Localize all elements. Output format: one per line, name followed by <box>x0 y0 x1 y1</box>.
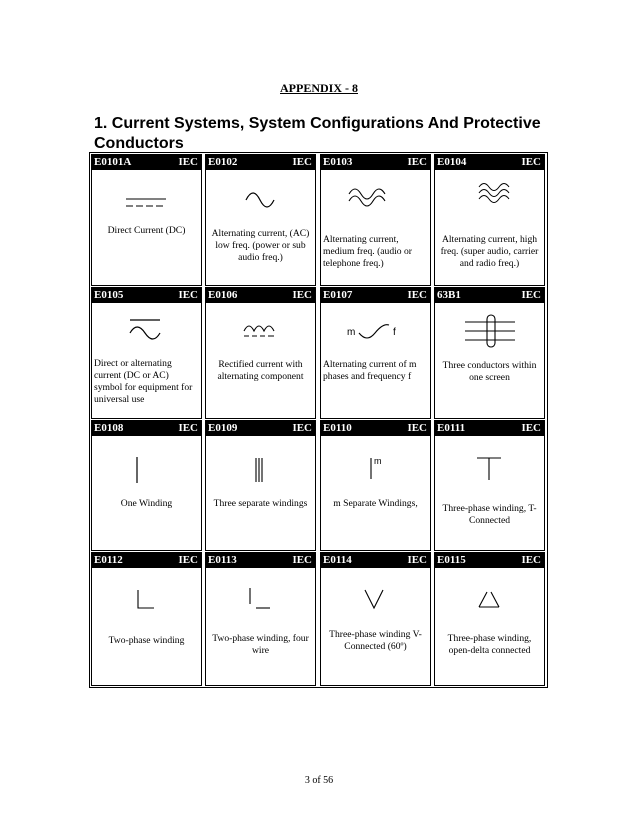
symbol-description: Two-phase winding, four wire <box>212 633 309 656</box>
cell-header <box>321 421 430 436</box>
symbol-description: Direct or alternating current (DC or AC) symbol for equipment for universal use <box>94 358 193 405</box>
three-windings-icon <box>206 438 315 488</box>
symbol-description: Two-phase winding <box>108 635 185 646</box>
symbol-standard: IEC <box>407 156 427 168</box>
symbol-description: Alternating current, (AC) low freq. (power or sub audio freq.) <box>211 228 310 263</box>
symbol-cell-e0112 <box>91 552 202 686</box>
two-phase-winding-icon <box>92 570 201 620</box>
symbol-cell-e0103 <box>320 154 431 286</box>
symbol-code: E0107 <box>323 289 353 301</box>
symbol-standard: IEC <box>292 554 312 566</box>
symbol-standard: IEC <box>292 422 312 434</box>
symbol-table <box>89 152 548 688</box>
symbol-cell-e0111 <box>434 420 545 551</box>
cell-header <box>206 421 315 436</box>
symbol-description: One Winding <box>120 498 173 509</box>
symbol-code: 63B1 <box>437 289 461 301</box>
symbol-code: E0109 <box>208 422 238 434</box>
phase-count-label: m <box>347 327 356 338</box>
dc-icon <box>92 172 201 222</box>
symbol-standard: IEC <box>521 156 541 168</box>
symbol-cell-e0102 <box>205 154 316 286</box>
ac-low-freq-icon <box>206 172 315 222</box>
symbol-standard: IEC <box>521 554 541 566</box>
cell-header <box>435 553 544 568</box>
m-windings-icon <box>321 438 430 488</box>
two-phase-four-wire-icon <box>206 570 315 620</box>
symbol-standard: IEC <box>178 554 198 566</box>
rectified-current-icon <box>206 305 315 355</box>
symbol-description: Three conductors within one screen <box>442 360 537 383</box>
symbol-code: E0103 <box>323 156 353 168</box>
symbol-code: E0114 <box>323 554 352 566</box>
symbol-cell-e0110 <box>320 420 431 551</box>
cell-header <box>321 553 430 568</box>
symbol-cell-e0107 <box>320 287 431 419</box>
symbol-cell-e0115 <box>434 552 545 686</box>
cell-header <box>321 288 430 303</box>
symbol-code: E0105 <box>94 289 124 301</box>
symbol-cell-e0114 <box>320 552 431 686</box>
symbol-standard: IEC <box>407 422 427 434</box>
symbol-code: E0110 <box>323 422 352 434</box>
symbol-cell-e0105 <box>91 287 202 419</box>
symbol-code: E0108 <box>94 422 124 434</box>
v-connected-icon <box>321 570 430 620</box>
symbol-description: Three-phase winding V-Connected (60º) <box>329 629 422 652</box>
symbol-standard: IEC <box>178 289 198 301</box>
section-heading: 1. Current Systems, System Configurations And Protective Conductors <box>94 115 541 152</box>
appendix-title: APPENDIX - 8 <box>280 81 358 95</box>
symbol-code: E0115 <box>437 554 466 566</box>
symbol-code: E0102 <box>208 156 238 168</box>
symbol-standard: IEC <box>292 156 312 168</box>
symbol-cell-e0101a <box>91 154 202 286</box>
symbol-description: Alternating current of m phases and frequency f <box>323 359 417 382</box>
symbol-cell-e0106 <box>205 287 316 419</box>
symbol-description: Direct Current (DC) <box>107 225 186 236</box>
frequency-label: f <box>393 327 396 338</box>
ac-m-phases-icon <box>321 305 430 355</box>
winding-count-label: m <box>374 456 382 466</box>
cell-header <box>435 288 544 303</box>
cell-header <box>435 421 544 436</box>
symbol-standard: IEC <box>521 289 541 301</box>
cell-header <box>92 421 201 436</box>
ac-high-freq-icon <box>435 172 544 222</box>
symbol-code: E0101A <box>94 156 132 168</box>
symbol-code: E0104 <box>437 156 467 168</box>
cell-header <box>92 155 201 170</box>
cell-header <box>321 155 430 170</box>
symbol-cell-e0104 <box>434 154 545 286</box>
symbol-description: Three-phase winding, open-delta connected <box>447 633 532 656</box>
symbol-description: Alternating current, medium freq. (audio or telephone freq.) <box>323 234 412 269</box>
dc-or-ac-icon <box>92 305 201 355</box>
symbol-code: E0112 <box>94 554 123 566</box>
symbol-standard: IEC <box>407 289 427 301</box>
symbol-description: Three-phase winding, T-Connected <box>442 503 537 526</box>
symbol-description: Three separate windings <box>213 498 308 509</box>
symbol-cell-e0108 <box>91 420 202 551</box>
symbol-code: E0106 <box>208 289 238 301</box>
symbol-description: Alternating current, high freq. (super audio, carrier and radio freq.) <box>440 234 539 269</box>
cell-header <box>92 553 201 568</box>
symbol-standard: IEC <box>292 289 312 301</box>
ac-medium-freq-icon <box>321 172 430 222</box>
symbol-code: E0111 <box>437 422 466 434</box>
cell-header <box>92 288 201 303</box>
symbol-standard: IEC <box>521 422 541 434</box>
cell-header <box>435 155 544 170</box>
symbol-standard: IEC <box>178 156 198 168</box>
symbol-code: E0113 <box>208 554 237 566</box>
symbol-cell-e0113 <box>205 552 316 686</box>
symbol-cell-63b1 <box>434 287 545 419</box>
three-conductors-screen-icon <box>435 305 544 355</box>
symbol-standard: IEC <box>407 554 427 566</box>
symbol-standard: IEC <box>178 422 198 434</box>
cell-header <box>206 288 315 303</box>
t-connected-icon <box>435 438 544 488</box>
open-delta-icon <box>435 570 544 620</box>
cell-header <box>206 155 315 170</box>
symbol-description: m Separate Windings, <box>333 498 418 509</box>
symbol-cell-e0109 <box>205 420 316 551</box>
page-number: 3 of 56 <box>304 775 334 786</box>
cell-header <box>206 553 315 568</box>
one-winding-icon <box>92 438 201 488</box>
symbol-description: Rectified current with alternating component <box>217 359 304 382</box>
